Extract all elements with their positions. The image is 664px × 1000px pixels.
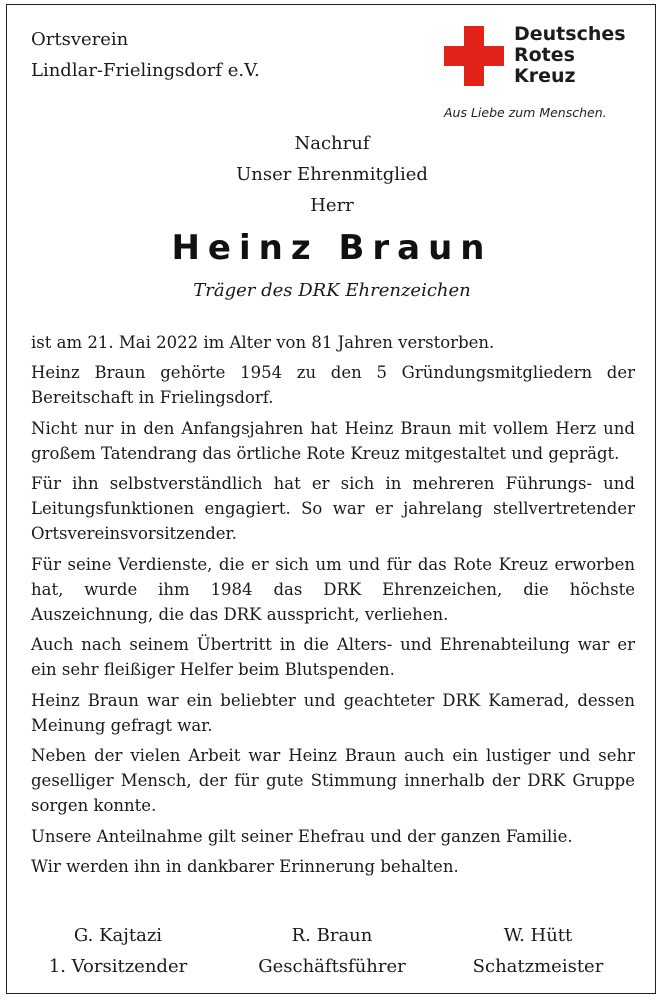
salutation: Herr (310, 195, 354, 216)
organization-name: Lindlar-Frielingsdorf e.V. (31, 60, 260, 81)
paragraph: Unsere Anteilnahme gilt seiner Ehefrau und der ganzen Familie. (31, 826, 573, 846)
logo-tagline: Aus Liebe zum Menschen. (444, 105, 607, 120)
paragraph: ist am 21. Mai 2022 im Alter von 81 Jahren verstorben. (31, 333, 495, 352)
signature-treasurer: W. Hütt Schatzmeister (472, 925, 604, 977)
paragraph: Wir werden ihn in dankbarer Erinnerung behalten. (31, 856, 459, 876)
red-cross-icon (444, 26, 504, 86)
paragraph: Nicht nur in den Anfangsjahren hat Heinz Braun mit vollem Herz und großem Tatendrang das örtliche Rote Kreuz mitgestaltet und geprägt. (31, 418, 635, 463)
signature-manager: R. Braun Geschäftsführer (258, 925, 406, 977)
obituary-text (31, 330, 635, 884)
paragraph: Heinz Braun war ein beliebter und geachteter DRK Kamerad, dessen Meinung gefragt war. (31, 690, 635, 735)
paragraph: Neben der vielen Arbeit war Heinz Braun auch ein lustiger und sehr geselliger Mensch, der für gute Stimmung innerhalb der DRK Gruppe sorgen konnte. (31, 746, 635, 816)
organization-block (31, 24, 260, 86)
paragraph: Für seine Verdienste, die er sich um und für das Rote Kreuz erworben hat, wurde ihm 1984 das DRK Ehrenzeichen, die höchste Auszeichnung, die das DRK ausspricht, verliehen. (31, 554, 635, 625)
member-title: Unser Ehrenmitglied (236, 164, 428, 185)
signature-chairman: G. Kajtazi 1. Vorsitzender (48, 925, 188, 977)
nachruf-heading: Nachruf (294, 133, 370, 154)
deceased-name: Heinz Braun (171, 228, 493, 268)
organization-type: Ortsverein (31, 29, 129, 50)
paragraph: Auch nach seinem Übertritt in die Alters- und Ehrenabteilung war er ein sehr fleißiger Helfer beim Blutspenden. (31, 635, 635, 680)
paragraph: Für ihn selbstverständlich hat er sich in mehreren Führungs- und Leitungsfunktionen engagiert. So war er jahrelang stellvertretender Ortsvereinsvorsitzender. (31, 474, 635, 544)
drk-logo (444, 23, 644, 126)
logo-wordmark: Deutsches Rotes Kreuz (514, 23, 626, 87)
honor-line: Träger des DRK Ehrenzeichen (193, 280, 471, 301)
paragraph: Heinz Braun gehörte 1954 zu den 5 Gründungsmitgliedern der Bereitschaft in Frielingsdorf. (31, 363, 635, 408)
